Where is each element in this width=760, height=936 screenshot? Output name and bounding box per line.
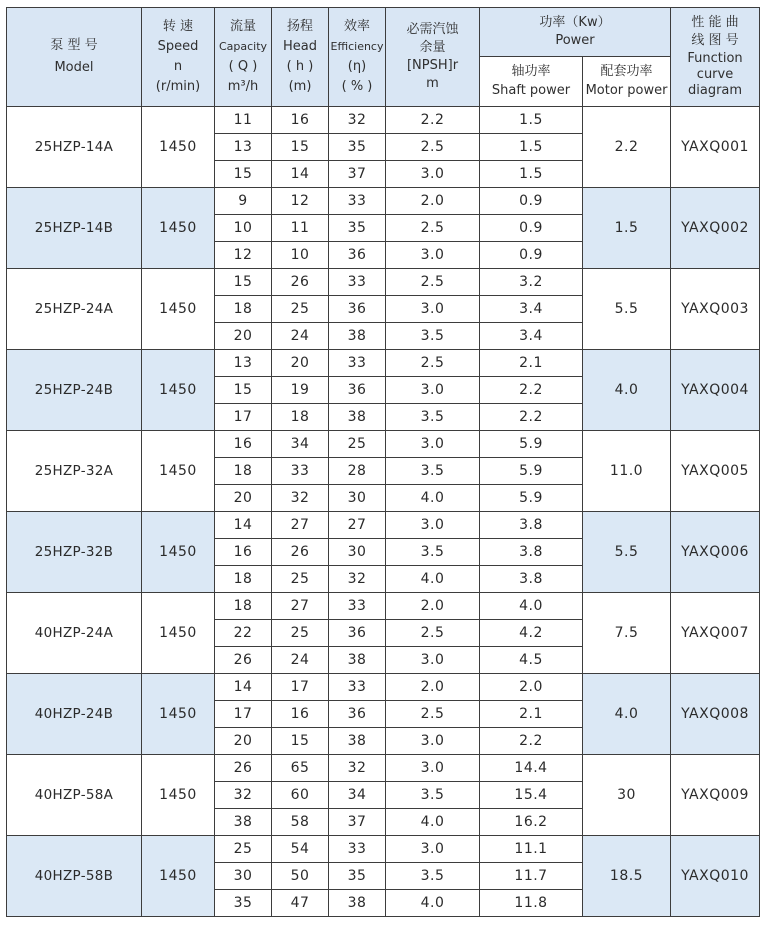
shaft-power-cell: 2.1 — [480, 350, 583, 377]
header-speed-unit: (r/min) — [155, 79, 201, 94]
header-efficiency-en: Efficiency — [330, 40, 384, 53]
efficiency-cell: 38 — [329, 728, 386, 755]
header-shaft-power — [480, 57, 583, 107]
shaft-power-cell: 15.4 — [480, 782, 583, 809]
motor-power-cell: 4.0 — [583, 674, 671, 755]
npsh-cell: 3.5 — [386, 782, 480, 809]
curve-cell: YAXQ008 — [671, 674, 760, 755]
npsh-cell: 3.0 — [386, 242, 480, 269]
header-npsh-symbol: [NPSH]r — [406, 58, 459, 73]
speed-cell: 1450 — [142, 512, 215, 593]
speed-cell: 1450 — [142, 431, 215, 512]
header-curve-cn-1: 性 能 曲 — [691, 15, 739, 30]
efficiency-cell: 33 — [329, 269, 386, 296]
shaft-power-cell: 0.9 — [480, 242, 583, 269]
capacity-cell: 12 — [215, 242, 272, 269]
header-model-cn: 泵 型 号 — [50, 38, 98, 53]
header-npsh-cn-2: 余量 — [419, 40, 446, 55]
capacity-cell: 17 — [215, 404, 272, 431]
curve-cell: YAXQ001 — [671, 107, 760, 188]
header-curve-en-1: Function — [687, 51, 743, 66]
motor-power-cell: 18.5 — [583, 836, 671, 917]
header-motor-power-cn: 配套功率 — [600, 64, 653, 79]
efficiency-cell: 33 — [329, 350, 386, 377]
capacity-cell: 30 — [215, 863, 272, 890]
curve-cell: YAXQ006 — [671, 512, 760, 593]
capacity-cell: 13 — [215, 350, 272, 377]
efficiency-cell: 36 — [329, 701, 386, 728]
motor-power-cell: 5.5 — [583, 269, 671, 350]
header-head-cn: 扬程 — [286, 19, 313, 34]
head-cell: 60 — [272, 782, 329, 809]
shaft-power-cell: 4.5 — [480, 647, 583, 674]
header-power-cn: 功率（Kw） — [539, 15, 611, 30]
capacity-cell: 18 — [215, 296, 272, 323]
header-shaft-power-en: Shaft power — [491, 83, 571, 98]
npsh-cell: 2.5 — [386, 620, 480, 647]
capacity-cell: 18 — [215, 593, 272, 620]
shaft-power-cell: 1.5 — [480, 134, 583, 161]
capacity-cell: 38 — [215, 809, 272, 836]
curve-cell: YAXQ004 — [671, 350, 760, 431]
curve-cell: YAXQ005 — [671, 431, 760, 512]
efficiency-cell: 34 — [329, 782, 386, 809]
table-row — [7, 350, 760, 377]
motor-power-cell: 11.0 — [583, 431, 671, 512]
efficiency-cell: 37 — [329, 809, 386, 836]
motor-power-cell: 5.5 — [583, 512, 671, 593]
head-cell: 10 — [272, 242, 329, 269]
npsh-cell: 3.5 — [386, 539, 480, 566]
efficiency-cell: 33 — [329, 674, 386, 701]
efficiency-cell: 32 — [329, 755, 386, 782]
capacity-cell: 16 — [215, 539, 272, 566]
npsh-cell: 2.5 — [386, 215, 480, 242]
shaft-power-cell: 3.4 — [480, 323, 583, 350]
speed-cell: 1450 — [142, 107, 215, 188]
curve-cell: YAXQ003 — [671, 269, 760, 350]
efficiency-cell: 27 — [329, 512, 386, 539]
shaft-power-cell: 14.4 — [480, 755, 583, 782]
curve-cell: YAXQ002 — [671, 188, 760, 269]
capacity-cell: 13 — [215, 134, 272, 161]
header-speed — [142, 8, 215, 107]
npsh-cell: 3.0 — [386, 755, 480, 782]
efficiency-cell: 37 — [329, 161, 386, 188]
shaft-power-cell: 5.9 — [480, 431, 583, 458]
head-cell: 25 — [272, 566, 329, 593]
model-cell: 25HZP-14A — [7, 107, 142, 188]
speed-cell: 1450 — [142, 593, 215, 674]
shaft-power-cell: 3.8 — [480, 566, 583, 593]
header-head-en: Head — [283, 39, 317, 54]
efficiency-cell: 35 — [329, 134, 386, 161]
capacity-cell: 11 — [215, 107, 272, 134]
capacity-cell: 26 — [215, 647, 272, 674]
npsh-cell: 3.5 — [386, 458, 480, 485]
speed-cell: 1450 — [142, 350, 215, 431]
head-cell: 26 — [272, 539, 329, 566]
shaft-power-cell: 11.1 — [480, 836, 583, 863]
pump-spec-table-wrapper — [6, 7, 759, 932]
head-cell: 50 — [272, 863, 329, 890]
head-cell: 25 — [272, 296, 329, 323]
capacity-cell: 14 — [215, 512, 272, 539]
head-cell: 54 — [272, 836, 329, 863]
table-row — [7, 755, 760, 782]
curve-cell: YAXQ009 — [671, 755, 760, 836]
capacity-cell: 10 — [215, 215, 272, 242]
efficiency-cell: 38 — [329, 404, 386, 431]
motor-power-cell: 2.2 — [583, 107, 671, 188]
shaft-power-cell: 5.9 — [480, 485, 583, 512]
efficiency-cell: 36 — [329, 377, 386, 404]
shaft-power-cell: 3.2 — [480, 269, 583, 296]
header-curve-en-3: diagram — [687, 83, 743, 98]
speed-cell: 1450 — [142, 674, 215, 755]
efficiency-cell: 30 — [329, 539, 386, 566]
capacity-cell: 20 — [215, 485, 272, 512]
head-cell: 33 — [272, 458, 329, 485]
shaft-power-cell: 3.8 — [480, 539, 583, 566]
efficiency-cell: 30 — [329, 485, 386, 512]
header-capacity-unit: m³/h — [227, 79, 259, 94]
table-row — [7, 836, 760, 863]
capacity-cell: 20 — [215, 323, 272, 350]
head-cell: 58 — [272, 809, 329, 836]
header-speed-en: Speed — [157, 39, 199, 54]
npsh-cell: 2.0 — [386, 593, 480, 620]
head-cell: 12 — [272, 188, 329, 215]
table-row — [7, 593, 760, 620]
motor-power-cell: 7.5 — [583, 593, 671, 674]
npsh-cell: 4.0 — [386, 485, 480, 512]
header-shaft-power-cn: 轴功率 — [511, 64, 551, 79]
motor-power-cell: 4.0 — [583, 350, 671, 431]
head-cell: 17 — [272, 674, 329, 701]
head-cell: 18 — [272, 404, 329, 431]
npsh-cell: 2.5 — [386, 350, 480, 377]
efficiency-cell: 28 — [329, 458, 386, 485]
head-cell: 16 — [272, 701, 329, 728]
head-cell: 27 — [272, 512, 329, 539]
npsh-cell: 2.5 — [386, 134, 480, 161]
efficiency-cell: 33 — [329, 836, 386, 863]
header-capacity-cn: 流量 — [229, 19, 256, 34]
header-capacity-en: Capacity — [218, 40, 268, 53]
shaft-power-cell: 0.9 — [480, 188, 583, 215]
head-cell: 26 — [272, 269, 329, 296]
header-speed-symbol: n — [173, 59, 183, 74]
shaft-power-cell: 3.4 — [480, 296, 583, 323]
speed-cell: 1450 — [142, 269, 215, 350]
header-efficiency-symbol: (η) — [347, 59, 367, 74]
model-cell: 40HZP-24B — [7, 674, 142, 755]
efficiency-cell: 25 — [329, 431, 386, 458]
model-cell: 25HZP-24B — [7, 350, 142, 431]
head-cell: 20 — [272, 350, 329, 377]
npsh-cell: 3.0 — [386, 512, 480, 539]
capacity-cell: 18 — [215, 566, 272, 593]
head-cell: 24 — [272, 323, 329, 350]
shaft-power-cell: 0.9 — [480, 215, 583, 242]
efficiency-cell: 32 — [329, 566, 386, 593]
header-efficiency — [329, 8, 386, 107]
capacity-cell: 15 — [215, 161, 272, 188]
capacity-cell: 25 — [215, 836, 272, 863]
npsh-cell: 3.5 — [386, 404, 480, 431]
efficiency-cell: 33 — [329, 593, 386, 620]
head-cell: 16 — [272, 107, 329, 134]
header-npsh — [386, 8, 480, 107]
header-head-symbol: ( h ) — [286, 59, 314, 74]
efficiency-cell: 38 — [329, 323, 386, 350]
model-cell: 25HZP-32B — [7, 512, 142, 593]
motor-power-cell: 1.5 — [583, 188, 671, 269]
capacity-cell: 9 — [215, 188, 272, 215]
efficiency-cell: 38 — [329, 647, 386, 674]
head-cell: 65 — [272, 755, 329, 782]
header-head-unit: (m) — [288, 79, 312, 94]
npsh-cell: 4.0 — [386, 890, 480, 917]
table-body — [7, 107, 760, 917]
shaft-power-cell: 2.1 — [480, 701, 583, 728]
head-cell: 15 — [272, 134, 329, 161]
capacity-cell: 35 — [215, 890, 272, 917]
header-row-main — [7, 8, 760, 57]
capacity-cell: 15 — [215, 269, 272, 296]
header-efficiency-unit: ( % ) — [341, 79, 373, 94]
header-capacity — [215, 8, 272, 107]
pump-performance-table — [6, 7, 760, 917]
efficiency-cell: 35 — [329, 863, 386, 890]
header-power — [480, 8, 671, 57]
header-npsh-cn-1: 必需汽蚀 — [406, 22, 459, 37]
head-cell: 24 — [272, 647, 329, 674]
npsh-cell: 4.0 — [386, 809, 480, 836]
capacity-cell: 26 — [215, 755, 272, 782]
header-curve — [671, 8, 760, 107]
npsh-cell: 4.0 — [386, 566, 480, 593]
header-power-en: Power — [555, 33, 595, 48]
header-efficiency-cn: 效率 — [343, 19, 370, 34]
capacity-cell: 17 — [215, 701, 272, 728]
curve-cell: YAXQ010 — [671, 836, 760, 917]
capacity-cell: 15 — [215, 377, 272, 404]
shaft-power-cell: 11.7 — [480, 863, 583, 890]
efficiency-cell: 33 — [329, 188, 386, 215]
head-cell: 27 — [272, 593, 329, 620]
capacity-cell: 32 — [215, 782, 272, 809]
table-row — [7, 188, 760, 215]
efficiency-cell: 36 — [329, 296, 386, 323]
npsh-cell: 2.0 — [386, 674, 480, 701]
model-cell: 40HZP-24A — [7, 593, 142, 674]
header-motor-power-en: Motor power — [585, 83, 668, 98]
header-head — [272, 8, 329, 107]
model-cell: 25HZP-14B — [7, 188, 142, 269]
table-row — [7, 512, 760, 539]
shaft-power-cell: 2.2 — [480, 728, 583, 755]
shaft-power-cell: 3.8 — [480, 512, 583, 539]
capacity-cell: 16 — [215, 431, 272, 458]
shaft-power-cell: 5.9 — [480, 458, 583, 485]
npsh-cell: 2.5 — [386, 701, 480, 728]
npsh-cell: 3.0 — [386, 296, 480, 323]
shaft-power-cell: 4.0 — [480, 593, 583, 620]
header-motor-power — [583, 57, 671, 107]
npsh-cell: 3.5 — [386, 863, 480, 890]
npsh-cell: 3.0 — [386, 161, 480, 188]
efficiency-cell: 36 — [329, 242, 386, 269]
capacity-cell: 14 — [215, 674, 272, 701]
table-row — [7, 269, 760, 296]
capacity-cell: 20 — [215, 728, 272, 755]
efficiency-cell: 36 — [329, 620, 386, 647]
npsh-cell: 2.5 — [386, 269, 480, 296]
efficiency-cell: 35 — [329, 215, 386, 242]
capacity-cell: 22 — [215, 620, 272, 647]
efficiency-cell: 38 — [329, 890, 386, 917]
model-cell: 40HZP-58B — [7, 836, 142, 917]
head-cell: 11 — [272, 215, 329, 242]
npsh-cell: 3.0 — [386, 377, 480, 404]
header-curve-en-2: curve — [696, 67, 734, 82]
speed-cell: 1450 — [142, 755, 215, 836]
shaft-power-cell: 4.2 — [480, 620, 583, 647]
header-npsh-unit: m — [426, 76, 439, 91]
head-cell: 47 — [272, 890, 329, 917]
npsh-cell: 3.5 — [386, 323, 480, 350]
npsh-cell: 3.0 — [386, 647, 480, 674]
npsh-cell: 2.2 — [386, 107, 480, 134]
shaft-power-cell: 1.5 — [480, 161, 583, 188]
head-cell: 19 — [272, 377, 329, 404]
head-cell: 34 — [272, 431, 329, 458]
shaft-power-cell: 1.5 — [480, 107, 583, 134]
speed-cell: 1450 — [142, 836, 215, 917]
npsh-cell: 3.0 — [386, 431, 480, 458]
shaft-power-cell: 2.0 — [480, 674, 583, 701]
model-cell: 25HZP-32A — [7, 431, 142, 512]
shaft-power-cell: 2.2 — [480, 404, 583, 431]
table-row — [7, 674, 760, 701]
header-model — [7, 8, 142, 107]
curve-cell: YAXQ007 — [671, 593, 760, 674]
motor-power-cell: 30 — [583, 755, 671, 836]
header-curve-cn-2: 线 图 号 — [691, 33, 739, 48]
shaft-power-cell: 16.2 — [480, 809, 583, 836]
table-row — [7, 107, 760, 134]
capacity-cell: 18 — [215, 458, 272, 485]
header-model-en: Model — [54, 60, 94, 75]
model-cell: 25HZP-24A — [7, 269, 142, 350]
header-capacity-symbol: ( Q ) — [228, 59, 258, 74]
header-speed-cn: 转 速 — [162, 19, 194, 34]
npsh-cell: 3.0 — [386, 836, 480, 863]
head-cell: 25 — [272, 620, 329, 647]
head-cell: 14 — [272, 161, 329, 188]
table-row — [7, 431, 760, 458]
head-cell: 15 — [272, 728, 329, 755]
model-cell: 40HZP-58A — [7, 755, 142, 836]
efficiency-cell: 32 — [329, 107, 386, 134]
shaft-power-cell: 2.2 — [480, 377, 583, 404]
npsh-cell: 2.0 — [386, 188, 480, 215]
npsh-cell: 3.0 — [386, 728, 480, 755]
speed-cell: 1450 — [142, 188, 215, 269]
shaft-power-cell: 11.8 — [480, 890, 583, 917]
head-cell: 32 — [272, 485, 329, 512]
